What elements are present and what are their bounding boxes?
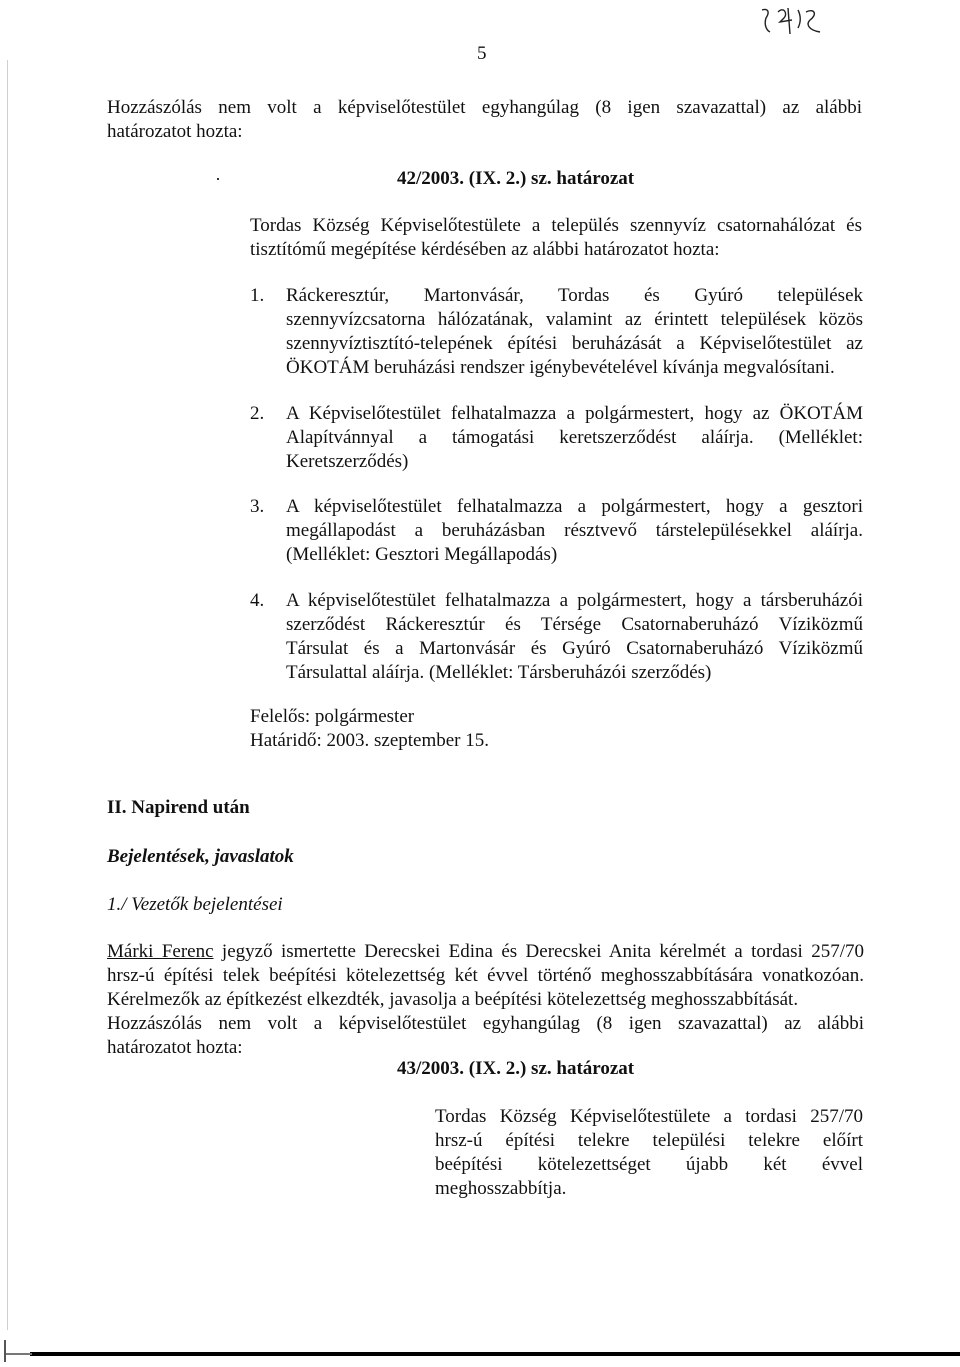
list-number: 1.	[250, 285, 265, 306]
handwritten-signature-icon	[758, 4, 824, 38]
list-number: 4.	[250, 590, 265, 611]
deadline-line: Határidő: 2003. szeptember 15.	[250, 730, 490, 751]
resolution-title: 42/2003. (IX. 2.) sz. határozat	[397, 168, 635, 189]
text-line: Alapítvánnyal a támogatási keretszerződést aláírja. (Melléklet:	[286, 427, 863, 448]
text-line: Ráckeresztúr, Martonvásár, Tordas és Gyúró települések	[286, 285, 863, 306]
bottom-border	[30, 1352, 960, 1356]
announcement-paragraph	[107, 940, 864, 1060]
text-line: Keretszerződés)	[286, 451, 409, 472]
list-item	[250, 402, 863, 474]
list-item	[250, 495, 863, 567]
list-number: 2.	[250, 403, 265, 424]
text-line: A Képviselőtestület felhatalmazza a polgármestert, hogy az ÖKOTÁM	[286, 403, 863, 424]
text-line: A képviselőtestület felhatalmazza a polgármestert, hogy a gesztori	[286, 496, 863, 517]
page-edge-line	[7, 60, 8, 1330]
list-item	[250, 589, 863, 685]
list-number: 3.	[250, 496, 265, 517]
text-line: (Melléklet: Gesztori Megállapodás)	[286, 544, 558, 565]
text-line: ÖKOTÁM beruházási rendszer igénybevételével kívánja megvalósítani.	[286, 357, 835, 378]
sub-item-heading: 1./ Vezetők bejelentései	[107, 894, 283, 915]
stray-dot	[217, 178, 219, 180]
text-line: beépítési kötelezettséget újabb két évvel	[435, 1154, 863, 1175]
text-line: meghosszabbítja.	[435, 1178, 567, 1199]
subheading: Bejelentések, javaslatok	[107, 846, 294, 867]
text-line: Társulattal aláírja. (Melléklet: Társberuházói szerződés)	[286, 662, 712, 683]
text-line: szennyvíztisztító-telepének építési beruházását a Képviselőtestület az	[286, 333, 863, 354]
list-item	[250, 284, 863, 380]
text-span: jegyző ismertette Derecskei Edina és Derecskei Anita kérelmét a tordasi 257/70	[213, 941, 864, 962]
intro-paragraph	[107, 96, 862, 144]
text-line: hrsz-ú építési telek beépítési kötelezettség két évvel történő meghosszabbítására vonatkozóan.	[107, 965, 864, 986]
text-line: Társulat és a Martonvásár és Gyúró Csatornaberuházó Víziközmű	[286, 638, 863, 659]
handwritten-mark	[758, 4, 824, 38]
text-line: hrsz-ú építési telekre települési telekre előírt	[435, 1130, 863, 1151]
text-line: szerződést Ráckeresztúr és Térsége Csatornaberuházó Víziközmű	[286, 614, 863, 635]
text-line: Hozzászólás nem volt a képviselőtestület egyhangúlag (8 igen szavazattal) az alábbi	[107, 1013, 864, 1034]
resolution-title: 43/2003. (IX. 2.) sz. határozat	[397, 1058, 635, 1079]
text-line: megállapodást a beruházásban résztvevő társtelepülésekkel aláírja.	[286, 520, 863, 541]
person-name: Márki Ferenc	[107, 941, 214, 962]
text-line: A képviselőtestület felhatalmazza a polgármestert, hogy a társberuházói	[286, 590, 863, 611]
page-number: 5	[477, 43, 487, 64]
text-line: Tordas Község Képviselőtestülete a település szennyvíz csatornahálózat és	[250, 215, 862, 236]
text-line: Tordas Község Képviselőtestülete a tordasi 257/70	[435, 1106, 863, 1127]
text-line	[107, 940, 864, 964]
bottom-corner-mark	[4, 1340, 6, 1362]
text-line: határozatot hozta:	[107, 121, 243, 142]
text-line: határozatot hozta:	[107, 1037, 243, 1058]
resolution-body	[435, 1105, 863, 1201]
bottom-edge-mark	[6, 1353, 32, 1355]
section-heading: II. Napirend után	[107, 797, 250, 818]
responsible-line: Felelős: polgármester	[250, 706, 415, 727]
resolution-intro	[250, 214, 862, 262]
text-line: Hozzászólás nem volt a képviselőtestület egyhangúlag (8 igen szavazattal) az alábbi	[107, 97, 862, 118]
text-line: Kérelmezők az építkezést elkezdték, javasolja a beépítési kötelezettség meghosszabbítását.	[107, 989, 799, 1010]
text-line: szennyvízcsatorna hálózatának, valamint az érintett települések közös	[286, 309, 863, 330]
text-line: tisztítómű megépítése kérdésében az alábbi határozatot hozta:	[250, 239, 720, 260]
